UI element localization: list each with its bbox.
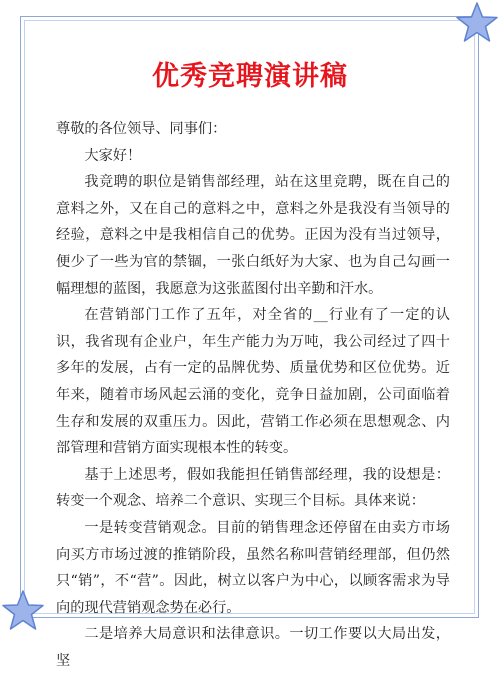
body-paragraph: 我竞聘的职位是销售部经理，站在这里竞聘，既在自己的意料之外，又在自己的意料之中，意料之外是我没有当领导的经验，意料之中是我相信自己的优势。正因为没有当过领导，便少了一些为官的禁锢，一张白纸好为大家、也为自己勾画一幅理想的蓝图，我愿意为这张蓝图付出辛勤和汗水。 [56, 174, 450, 297]
body-paragraph: 基于上述思考，假如我能担任销售部经理，我的设想是：转变一个观念、培养二个意识、实现三个目标。具体来说： [56, 466, 450, 510]
salutation: 尊敬的各位领导、同事们： [56, 121, 227, 137]
star-decoration-icon [454, 0, 500, 46]
body-paragraph: 一是转变营销观念。目前的销售理念还停留在由卖方市场向买方市场过渡的推销阶段，虽然名称叫营销经理部，但仍然只“销”，不“营”。因此，树立以客户为中心，以顾客需求为导向的现代营销观念势在必行。 [56, 519, 450, 616]
document-title: 优秀竞聘演讲稿 [152, 61, 348, 92]
greeting: 大家好！ [84, 147, 142, 164]
body-paragraph: 二是培养大局意识和法律意识。一切工作要以大局出发，坚 [56, 626, 450, 669]
star-decoration-icon [0, 588, 46, 634]
document-body [56, 116, 450, 674]
body-paragraph: 在营销部门工作了五年，对全省的__行业有了一定的认识，我省现有企业户，年生产能力为万吨，我公司经过了四十多年的发展，占有一定的品牌优势、质量优势和区位优势。近年来，随着市场风起云涌的变化，竞争日益加剧，公司面临着生存和发展的双重压力。因此，营销工作必须在思想观念、内部管理和营销方面实现根本性的转变。 [56, 307, 450, 457]
